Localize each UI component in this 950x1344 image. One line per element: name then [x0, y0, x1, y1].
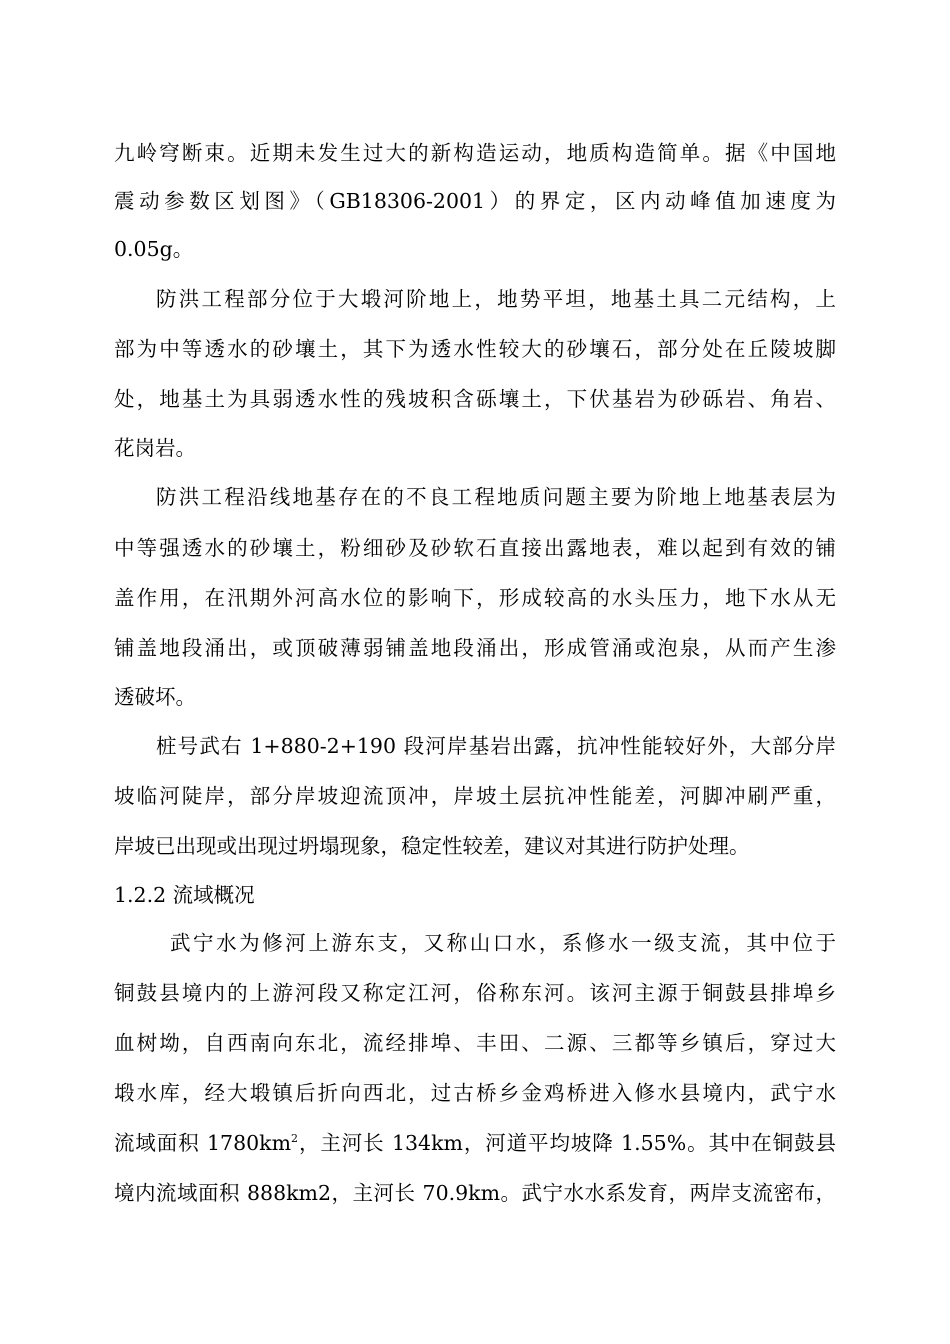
paragraph-3-line-2: 中等强透水的砂壤土，粉细砂及砂软石直接出露地表，难以起到有效的铺 [114, 536, 836, 560]
paragraph-1-line-2: 震动参数区划图》（GB18306-2001）的界定，区内动峰值加速度为 [114, 189, 836, 213]
paragraph-1-line-3: 0.05g。 [114, 237, 194, 261]
paragraph-4-line-1: 桩号武右 1+880-2+190 段河岸基岩出露，抗冲性能较好外，大部分岸 [156, 734, 836, 758]
paragraph-2-line-3: 处，地基土为具弱透水性的残坡积含砾壤土，下伏基岩为砂砾岩、角岩、 [114, 387, 836, 411]
section-heading: 1.2.2 流域概况 [114, 883, 255, 907]
paragraph-5-line-3: 血树坳，自西南向东北，流经排埠、丰田、二源、三都等乡镇后，穿过大 [114, 1031, 836, 1055]
area-text-before: 流域面积 1780km [114, 1131, 292, 1155]
paragraph-5-line-4: 塅水库，经大塅镇后折向西北，过古桥乡金鸡桥进入修水县境内，武宁水 [114, 1081, 836, 1105]
area-text-after: ，主河长 134km，河道平均坡降 1.55%。其中在铜鼓县 [298, 1131, 836, 1155]
superscript-two: 2 [291, 1132, 299, 1146]
paragraph-5-line-1: 武宁水为修河上游东支，又称山口水，系修水一级支流，其中位于 [170, 931, 836, 955]
paragraph-1-line-1: 九岭穹断束。近期未发生过大的新构造运动，地质构造简单。据《中国地 [114, 141, 836, 165]
paragraph-5-line-5 [114, 1128, 836, 1158]
paragraph-3-line-5: 透破坏。 [114, 685, 196, 709]
paragraph-4-line-2: 坡临河陡岸，部分岸坡迎流顶冲，岸坡土层抗冲性能差，河脚冲刷严重， [114, 784, 836, 808]
paragraph-2-line-1: 防洪工程部分位于大塅河阶地上，地势平坦，地基土具二元结构，上 [156, 287, 836, 311]
paragraph-2-line-4: 花岗岩。 [114, 436, 196, 460]
paragraph-5-line-6: 境内流域面积 888km2，主河长 70.9km。武宁水水系发育，两岸支流密布， [114, 1181, 836, 1205]
paragraph-4-line-3: 岸坡已出现或出现过坍塌现象，稳定性较差，建议对其进行防护处理。 [114, 834, 750, 858]
paragraph-3-line-3: 盖作用，在汛期外河高水位的影响下，形成较高的水头压力，地下水从无 [114, 586, 836, 610]
paragraph-3-line-1: 防洪工程沿线地基存在的不良工程地质问题主要为阶地上地基表层为 [156, 485, 836, 509]
paragraph-5-line-2: 铜鼓县境内的上游河段又称定江河，俗称东河。该河主源于铜鼓县排埠乡 [114, 981, 836, 1005]
paragraph-2-line-2: 部为中等透水的砂壤土，其下为透水性较大的砂壤石，部分处在丘陵坡脚 [114, 337, 836, 361]
paragraph-3-line-4: 铺盖地段涌出，或顶破薄弱铺盖地段涌出，形成管涌或泡泉，从而产生渗 [114, 636, 836, 660]
